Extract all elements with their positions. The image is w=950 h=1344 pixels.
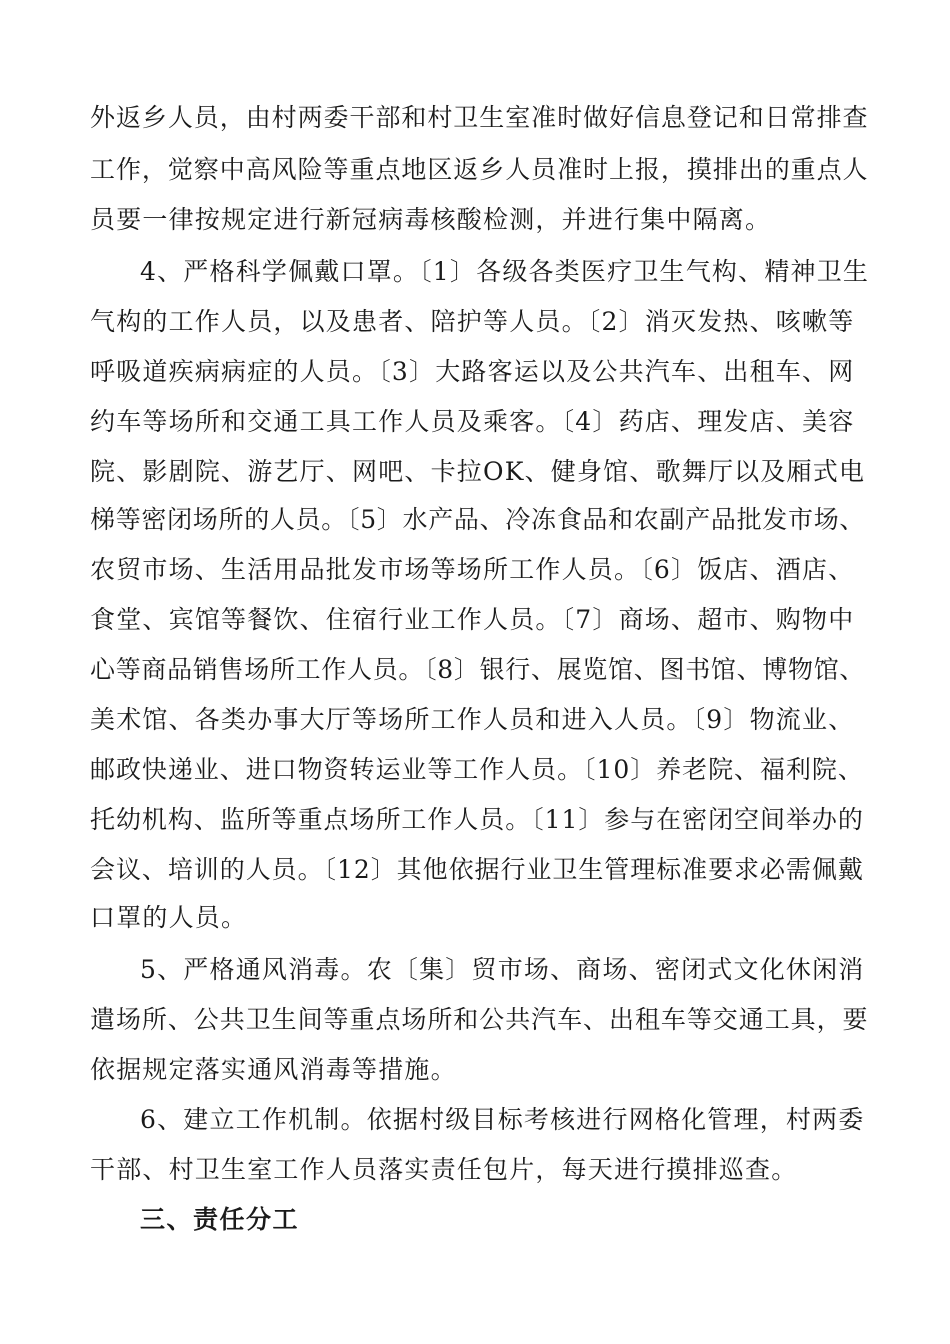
paragraph-4-line-2: 气构的工作人员，以及患者、陪护等人员。〔2〕消灭发热、咳嗽等 <box>90 307 855 336</box>
section-heading: 三、责任分工 <box>140 1205 300 1234</box>
text-line-1: 外返乡人员，由村两委干部和村卫生室准时做好信息登记和日常排查 <box>90 103 869 132</box>
paragraph-5-line-1: 5、严格通风消毒。农〔集〕贸市场、商场、密闭式文化休闲消 <box>140 955 865 984</box>
paragraph-4-line-6: 梯等密闭场所的人员。〔5〕水产品、冷冻食品和农副产品批发市场、 <box>90 505 866 534</box>
paragraph-6-line-2: 干部、村卫生室工作人员落实责任包片，每天进行摸排巡查。 <box>90 1155 798 1184</box>
paragraph-4-line-5: 院、影剧院、游艺厅、网吧、卡拉OK、健身馆、歌舞厅以及厢式电 <box>90 457 866 486</box>
paragraph-4-line-8: 食堂、宾馆等餐饮、住宿行业工作人员。〔7〕商场、超市、购物中 <box>90 605 855 634</box>
paragraph-4-line-10: 美术馆、各类办事大厅等场所工作人员和进入人员。〔9〕物流业、 <box>90 705 855 734</box>
paragraph-4-line-13: 会议、培训的人员。〔12〕其他依据行业卫生管理标准要求必需佩戴 <box>90 855 864 884</box>
paragraph-4-line-4: 约车等场所和交通工具工作人员及乘客。〔4〕药店、理发店、美容 <box>90 407 855 436</box>
paragraph-6-line-1: 6、建立工作机制。依据村级目标考核进行网格化管理，村两委 <box>140 1105 865 1134</box>
text-line-3: 员要一律按规定进行新冠病毒核酸检测，并进行集中隔离。 <box>90 205 772 234</box>
paragraph-5-line-2: 遣场所、公共卫生间等重点场所和公共汽车、出租车等交通工具，要 <box>90 1005 869 1034</box>
paragraph-4-line-9: 心等商品销售场所工作人员。〔8〕银行、展览馆、图书馆、博物馆、 <box>90 655 866 684</box>
paragraph-4-line-1: 4、严格科学佩戴口罩。〔1〕各级各类医疗卫生气构、精神卫生 <box>140 257 870 286</box>
paragraph-5-line-3: 依据规定落实通风消毒等措施。 <box>90 1055 457 1084</box>
paragraph-4-line-12: 托幼机构、监所等重点场所工作人员。〔11〕参与在密闭空间举办的 <box>90 805 864 834</box>
paragraph-4-line-7: 农贸市场、生活用品批发市场等场所工作人员。〔6〕饭店、酒店、 <box>90 555 855 584</box>
paragraph-4-line-11: 邮政快递业、进口物资转运业等工作人员。〔10〕养老院、福利院、 <box>90 755 864 784</box>
text-line-2: 工作，觉察中高风险等重点地区返乡人员准时上报，摸排出的重点人 <box>90 155 869 184</box>
paragraph-4-line-14: 口罩的人员。 <box>90 903 248 932</box>
paragraph-4-line-3: 呼吸道疾病病症的人员。〔3〕大路客运以及公共汽车、出租车、网 <box>90 357 855 386</box>
